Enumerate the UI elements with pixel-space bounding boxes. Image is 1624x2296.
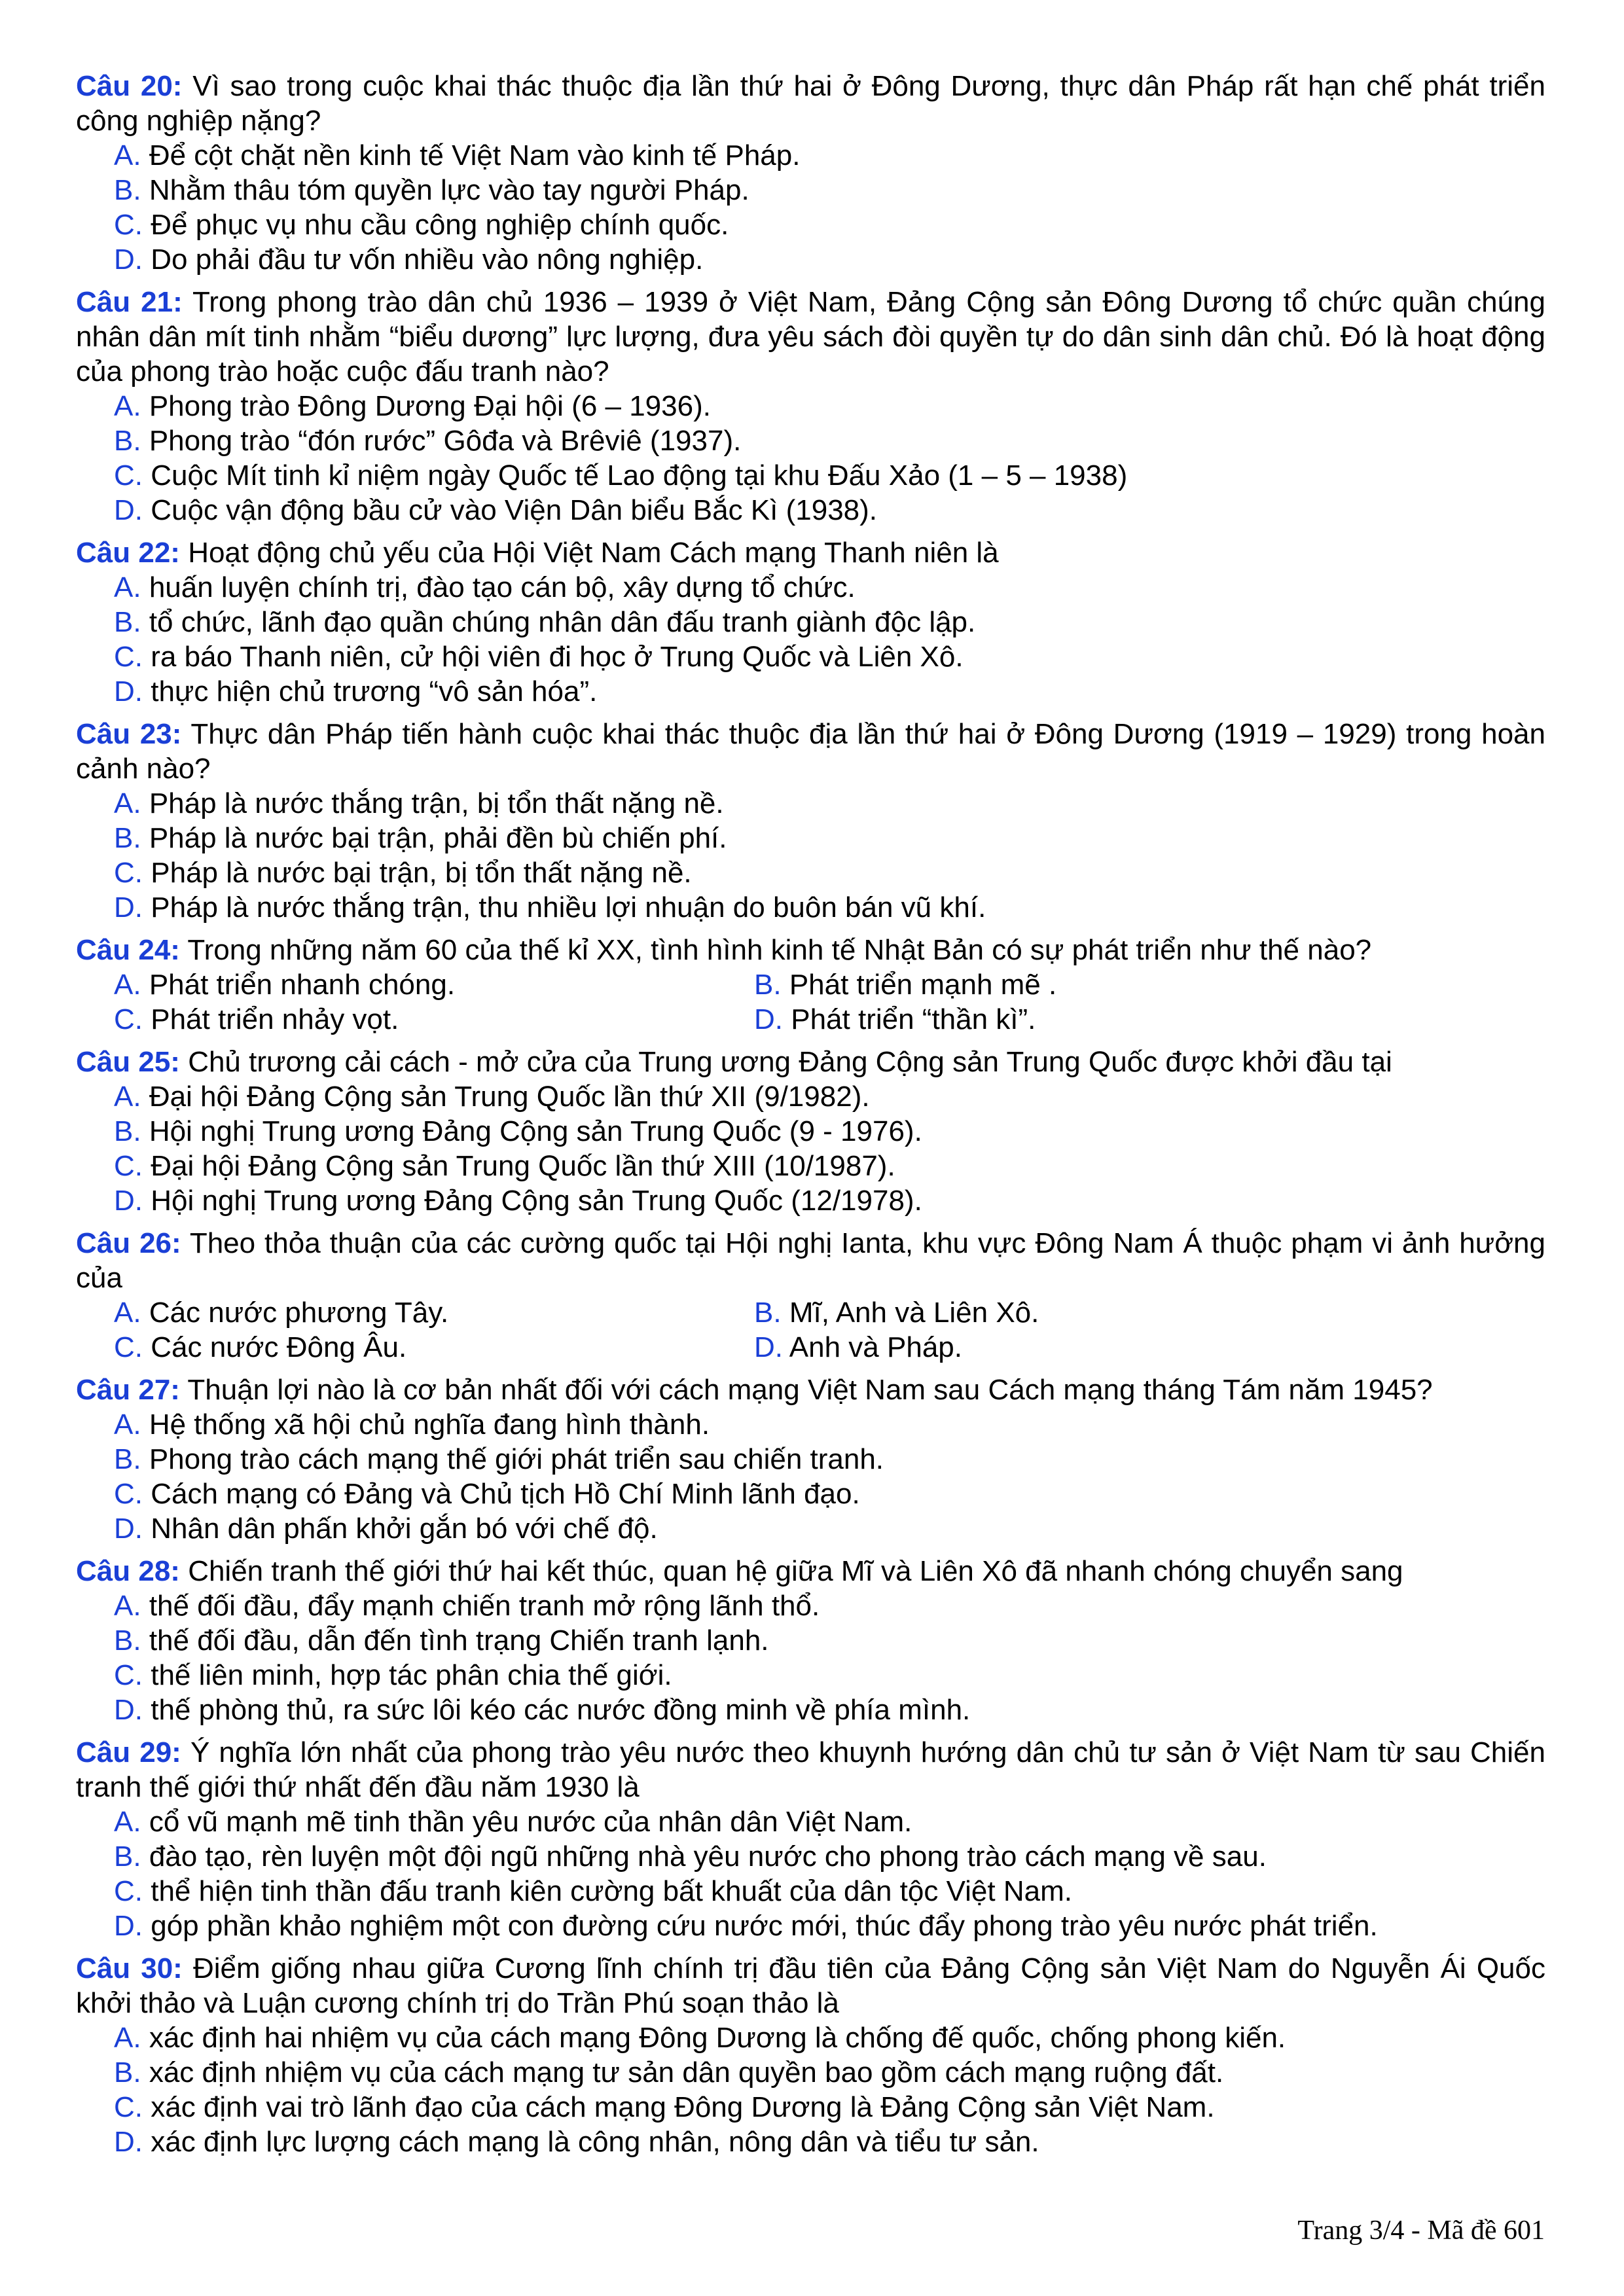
option-a	[114, 389, 1545, 423]
option-letter: D.	[114, 1513, 143, 1545]
option-d	[114, 890, 1545, 925]
option-letter: B.	[114, 1624, 141, 1657]
option-c	[114, 639, 1545, 674]
option-text: Nhân dân phấn khởi gắn bó với chế độ.	[151, 1513, 658, 1545]
option-c	[114, 855, 1545, 890]
question-number: Câu 27:	[76, 1374, 180, 1406]
option-letter: D.	[114, 494, 143, 526]
option-b	[114, 173, 1545, 207]
question-23	[76, 717, 1545, 925]
option-d	[114, 1183, 1545, 1218]
option-b	[114, 605, 1545, 639]
question-text: Trong phong trào dân chủ 1936 – 1939 ở Việt Nam, Đảng Cộng sản Đông Dương tổ chức quần chúng nhân dân mít tinh nhằm “biểu dương” lực lượng, đưa yêu sách đòi quyền tự do dân sinh dân chủ. Đó là hoạt động của phong trào hoặc cuộc đấu tranh nào?	[76, 286, 1545, 387]
question-24	[76, 933, 1545, 1037]
option-b	[754, 967, 1474, 1002]
option-text: xác định lực lượng cách mạng là công nhân, nông dân và tiểu tư sản.	[151, 2126, 1039, 2158]
option-a	[114, 1079, 1545, 1114]
option-text: Do phải đầu tư vốn nhiều vào nông nghiệp.	[151, 243, 704, 276]
option-a	[114, 1804, 1545, 1839]
option-text: Phong trào cách mạng thế giới phát triển sau chiến tranh.	[149, 1443, 884, 1475]
option-b	[114, 1442, 1545, 1477]
option-letter: D.	[754, 1331, 783, 1363]
option-letter: A.	[114, 2022, 141, 2054]
option-text: Nhằm thâu tóm quyền lực vào tay người Pháp.	[149, 174, 749, 206]
question-21	[76, 285, 1545, 528]
question-text: Vì sao trong cuộc khai thác thuộc địa lần thứ hai ở Đông Dương, thực dân Pháp rất hạn chế phát triển công nghiệp nặng?	[76, 70, 1545, 137]
option-letter: C.	[114, 459, 143, 492]
option-letter: D.	[114, 1910, 143, 1942]
option-a	[114, 138, 1545, 173]
options	[76, 389, 1545, 528]
option-a	[114, 570, 1545, 605]
option-letter: C.	[114, 1150, 143, 1182]
option-letter: C.	[114, 1331, 143, 1363]
option-text: thế đối đầu, đẩy mạnh chiến tranh mở rộng lãnh thổ.	[149, 1590, 820, 1622]
option-text: Phong trào Đông Dương Đại hội (6 – 1936).	[149, 390, 711, 422]
option-d	[114, 1909, 1545, 1943]
option-d	[114, 674, 1545, 709]
option-letter: D.	[114, 243, 143, 276]
option-d	[114, 2125, 1545, 2159]
options	[76, 1295, 1545, 1365]
options	[76, 2020, 1545, 2159]
option-letter: D.	[114, 891, 143, 924]
option-c	[114, 1477, 1545, 1511]
option-letter: A.	[114, 1297, 141, 1329]
option-text: thể hiện tinh thần đấu tranh kiên cường bất khuất của dân tộc Việt Nam.	[151, 1875, 1072, 1907]
question-number: Câu 24:	[76, 934, 180, 966]
question-number: Câu 22:	[76, 537, 180, 569]
option-letter: B.	[114, 425, 141, 457]
option-b	[114, 1623, 1545, 1658]
option-text: Để cột chặt nền kinh tế Việt Nam vào kinh tế Pháp.	[149, 139, 801, 171]
option-letter: D.	[114, 1185, 143, 1217]
options	[76, 1588, 1545, 1727]
option-d	[114, 1693, 1545, 1727]
option-c	[114, 1658, 1545, 1693]
option-text: Cuộc vận động bầu cử vào Viện Dân biểu Bắc Kì (1938).	[151, 494, 878, 526]
question-stem	[76, 1045, 1545, 1079]
option-letter: D.	[114, 1694, 143, 1726]
option-letter: C.	[114, 1875, 143, 1907]
option-letter: A.	[114, 571, 141, 603]
option-text: Mĩ, Anh và Liên Xô.	[789, 1297, 1039, 1329]
exam-page	[76, 69, 1545, 2167]
option-b	[114, 423, 1545, 458]
option-letter: B.	[114, 822, 141, 854]
question-number: Câu 20:	[76, 70, 183, 102]
question-stem	[76, 717, 1545, 786]
option-letter: B.	[114, 1115, 141, 1147]
option-d	[754, 1002, 1474, 1037]
question-number: Câu 23:	[76, 718, 182, 750]
question-30	[76, 1951, 1545, 2159]
option-c	[114, 1874, 1545, 1909]
question-25	[76, 1045, 1545, 1218]
option-text: Hệ thống xã hội chủ nghĩa đang hình thành.	[149, 1408, 710, 1441]
question-text: Theo thỏa thuận của các cường quốc tại Hội nghị Ianta, khu vực Đông Nam Á thuộc phạm vi ảnh hưởng của	[76, 1227, 1545, 1294]
question-text: Trong những năm 60 của thế kỉ XX, tình hình kinh tế Nhật Bản có sự phát triển như thế nào?	[187, 934, 1372, 966]
option-a	[114, 967, 754, 1002]
option-text: thực hiện chủ trương “vô sản hóa”.	[151, 675, 598, 708]
option-letter: A.	[114, 1408, 141, 1441]
option-text: Phát triển mạnh mẽ .	[789, 969, 1057, 1001]
option-c	[114, 1149, 1545, 1183]
option-d	[114, 1511, 1545, 1546]
option-text: góp phần khảo nghiệm một con đường cứu nước mới, thúc đẩy phong trào yêu nước phát triển.	[151, 1910, 1378, 1942]
question-text: Thuận lợi nào là cơ bản nhất đối với cách mạng Việt Nam sau Cách mạng tháng Tám năm 1945?	[187, 1374, 1433, 1406]
option-letter: C.	[114, 2091, 143, 2123]
option-letter: C.	[114, 1478, 143, 1510]
option-text: Đại hội Đảng Cộng sản Trung Quốc lần thứ XIII (10/1987).	[151, 1150, 895, 1182]
option-letter: D.	[754, 1003, 783, 1035]
question-text: Chiến tranh thế giới thứ hai kết thúc, quan hệ giữa Mĩ và Liên Xô đã nhanh chóng chuyển sang	[188, 1555, 1403, 1587]
option-text: xác định vai trò lãnh đạo của cách mạng Đông Dương là Đảng Cộng sản Việt Nam.	[151, 2091, 1215, 2123]
option-text: Pháp là nước thắng trận, bị tổn thất nặng nề.	[149, 787, 724, 819]
option-b	[114, 821, 1545, 855]
option-c	[114, 1002, 754, 1037]
question-stem	[76, 933, 1545, 967]
options	[76, 967, 1545, 1037]
option-d	[754, 1330, 1474, 1365]
option-letter: B.	[114, 1840, 141, 1873]
option-letter: B.	[114, 1443, 141, 1475]
option-b	[114, 1114, 1545, 1149]
option-text: huấn luyện chính trị, đào tạo cán bộ, xây dựng tổ chức.	[149, 571, 856, 603]
option-a	[114, 786, 1545, 821]
question-stem	[76, 1735, 1545, 1804]
question-22	[76, 535, 1545, 709]
option-letter: D.	[114, 675, 143, 708]
question-text: Thực dân Pháp tiến hành cuộc khai thác thuộc địa lần thứ hai ở Đông Dương (1919 – 1929) trong hoàn cảnh nào?	[76, 718, 1545, 785]
option-letter: A.	[114, 1081, 141, 1113]
option-letter: B.	[754, 969, 782, 1001]
option-letter: B.	[114, 174, 141, 206]
question-number: Câu 21:	[76, 286, 183, 318]
option-c	[114, 207, 1545, 242]
option-letter: C.	[114, 1659, 143, 1691]
option-letter: A.	[114, 139, 141, 171]
option-text: Cuộc Mít tinh kỉ niệm ngày Quốc tế Lao động tại khu Đấu Xảo (1 – 5 – 1938)	[151, 459, 1128, 492]
question-20	[76, 69, 1545, 277]
options	[76, 138, 1545, 277]
option-d	[114, 242, 1545, 277]
option-letter: A.	[114, 787, 141, 819]
option-c	[114, 1330, 754, 1365]
option-b	[114, 2055, 1545, 2090]
option-text: Các nước Đông Âu.	[151, 1331, 407, 1363]
option-c	[114, 458, 1545, 493]
question-stem	[76, 285, 1545, 389]
option-text: thế phòng thủ, ra sức lôi kéo các nước đồng minh về phía mình.	[151, 1694, 971, 1726]
question-text: Ý nghĩa lớn nhất của phong trào yêu nước theo khuynh hướng dân chủ tư sản ở Việt Nam từ sau Chiến tranh thế giới thứ nhất đến đầu năm 1930 là	[76, 1736, 1545, 1803]
question-27	[76, 1372, 1545, 1546]
option-text: xác định nhiệm vụ của cách mạng tư sản dân quyền bao gồm cách mạng ruộng đất.	[149, 2056, 1224, 2089]
option-text: Anh và Pháp.	[789, 1331, 962, 1363]
option-text: Để phục vụ nhu cầu công nghiệp chính quốc.	[151, 209, 729, 241]
option-text: Cách mạng có Đảng và Chủ tịch Hồ Chí Minh lãnh đạo.	[151, 1478, 860, 1510]
option-letter: A.	[114, 1590, 141, 1622]
option-letter: C.	[114, 1003, 143, 1035]
question-text: Hoạt động chủ yếu của Hội Việt Nam Cách mạng Thanh niên là	[188, 537, 999, 569]
question-28	[76, 1554, 1545, 1727]
options	[76, 1407, 1545, 1546]
question-number: Câu 25:	[76, 1046, 180, 1078]
option-text: Các nước phương Tây.	[149, 1297, 449, 1329]
option-letter: B.	[114, 2056, 141, 2089]
option-text: Hội nghị Trung ương Đảng Cộng sản Trung Quốc (12/1978).	[151, 1185, 922, 1217]
option-text: thế đối đầu, dẫn đến tình trạng Chiến tranh lạnh.	[149, 1624, 769, 1657]
question-stem	[76, 1554, 1545, 1588]
option-text: Hội nghị Trung ương Đảng Cộng sản Trung Quốc (9 - 1976).	[149, 1115, 922, 1147]
question-stem	[76, 535, 1545, 570]
option-letter: C.	[114, 209, 143, 241]
question-number: Câu 26:	[76, 1227, 181, 1259]
option-text: xác định hai nhiệm vụ của cách mạng Đông Dương là chống đế quốc, chống phong kiến.	[149, 2022, 1286, 2054]
question-number: Câu 29:	[76, 1736, 181, 1768]
option-text: Pháp là nước bại trận, phải đền bù chiến phí.	[149, 822, 727, 854]
option-text: Phát triển nhanh chóng.	[149, 969, 456, 1001]
option-text: tổ chức, lãnh đạo quần chúng nhân dân đấu tranh giành độc lập.	[149, 606, 976, 638]
option-letter: B.	[114, 606, 141, 638]
question-29	[76, 1735, 1545, 1943]
question-number: Câu 28:	[76, 1555, 180, 1587]
option-letter: D.	[114, 2126, 143, 2158]
option-d	[114, 493, 1545, 528]
options	[76, 570, 1545, 709]
option-text: Pháp là nước thắng trận, thu nhiều lợi nhuận do buôn bán vũ khí.	[151, 891, 986, 924]
option-text: Phát triển nhảy vọt.	[151, 1003, 399, 1035]
option-b	[754, 1295, 1474, 1330]
options	[76, 1804, 1545, 1943]
question-26	[76, 1226, 1545, 1365]
option-text: Phong trào “đón rước” Gôđa và Brêviê (1937).	[149, 425, 742, 457]
option-text: Phát triển “thần kì”.	[791, 1003, 1036, 1035]
option-letter: A.	[114, 390, 141, 422]
option-a	[114, 2020, 1545, 2055]
question-stem	[76, 69, 1545, 138]
option-b	[114, 1839, 1545, 1874]
question-stem	[76, 1951, 1545, 2020]
option-letter: C.	[114, 641, 143, 673]
option-text: ra báo Thanh niên, cử hội viên đi học ở Trung Quốc và Liên Xô.	[151, 641, 964, 673]
question-stem	[76, 1372, 1545, 1407]
question-number: Câu 30:	[76, 1952, 183, 1984]
option-text: đào tạo, rèn luyện một đội ngũ những nhà yêu nước cho phong trào cách mạng về sau.	[149, 1840, 1267, 1873]
option-a	[114, 1407, 1545, 1442]
option-text: cổ vũ mạnh mẽ tinh thần yêu nước của nhân dân Việt Nam.	[149, 1806, 912, 1838]
option-c	[114, 2090, 1545, 2125]
option-letter: A.	[114, 969, 141, 1001]
question-text: Điểm giống nhau giữa Cương lĩnh chính trị đầu tiên của Đảng Cộng sản Việt Nam do Nguyễn Ái Quốc khởi thảo và Luận cương chính trị do Trần Phú soạn thảo là	[76, 1952, 1545, 2019]
option-text: Pháp là nước bại trận, bị tổn thất nặng nề.	[151, 857, 692, 889]
option-letter: C.	[114, 857, 143, 889]
options	[76, 786, 1545, 925]
options	[76, 1079, 1545, 1218]
option-text: Đại hội Đảng Cộng sản Trung Quốc lần thứ XII (9/1982).	[149, 1081, 870, 1113]
option-letter: B.	[754, 1297, 782, 1329]
option-a	[114, 1588, 1545, 1623]
option-a	[114, 1295, 754, 1330]
option-letter: A.	[114, 1806, 141, 1838]
page-footer: Trang 3/4 - Mã đề 601	[1297, 2215, 1545, 2246]
question-text: Chủ trương cải cách - mở cửa của Trung ương Đảng Cộng sản Trung Quốc được khởi đầu tại	[188, 1046, 1392, 1078]
option-text: thế liên minh, hợp tác phân chia thế giới.	[151, 1659, 672, 1691]
question-stem	[76, 1226, 1545, 1295]
